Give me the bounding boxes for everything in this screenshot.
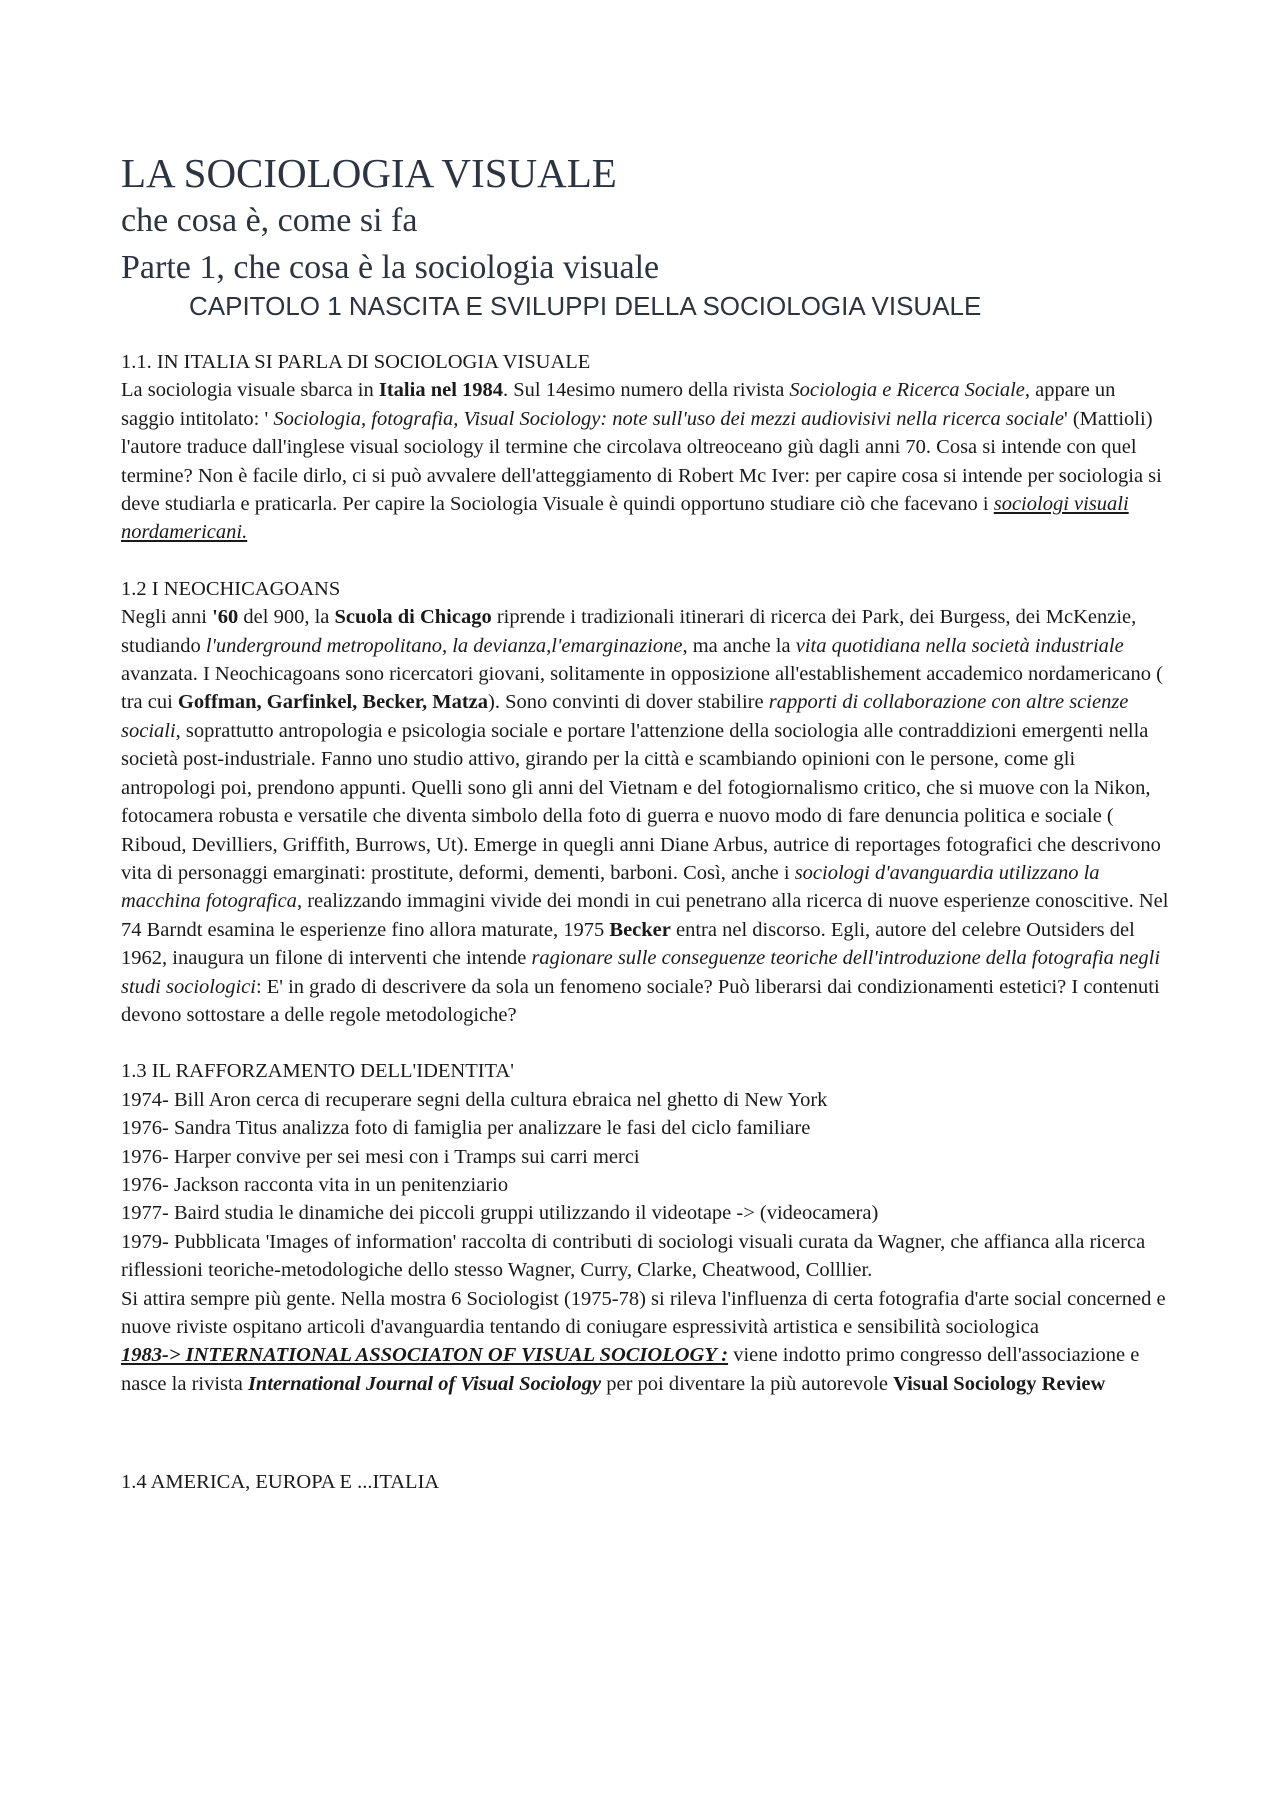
timeline-item: 1977- Baird studia le dinamiche dei piccoli gruppi utilizzando il videotape -> (videocamera) xyxy=(121,1202,879,1225)
text-run: riprende i tradizionali itinerari di ricerca dei Park, dei Burgess, dei McKenzie, studiando xyxy=(121,606,1137,657)
document-title: LA SOCIOLOGIA VISUALE xyxy=(121,150,617,196)
bold-text: Scuola di Chicago xyxy=(334,606,492,629)
timeline-item: 1976- Harper convive per sei mesi con i Tramps sui carri merci xyxy=(121,1145,640,1168)
section-2-paragraph xyxy=(121,603,1171,1029)
document-subtitle: che cosa è, come si fa xyxy=(121,202,418,239)
bold-text: Becker xyxy=(609,918,671,941)
italic-text: l'underground metropolitano, la devianza,l'emarginazione xyxy=(205,634,683,657)
section-3 xyxy=(121,1057,1171,1398)
part-heading: Parte 1, che cosa è la sociologia visuale xyxy=(121,249,660,286)
section-3-heading: 1.3 IL RAFFORZAMENTO DELL'IDENTITA' xyxy=(121,1060,514,1083)
bold-text: Italia nel 1984 xyxy=(378,379,504,402)
association-paragraph xyxy=(121,1341,1171,1398)
bold-italic-text: International Journal of Visual Sociology xyxy=(247,1372,602,1395)
text-run: , realizzando immagini vivide dei mondi in cui penetrano alla ricerca di nuove esperienze conoscitive. Nel 74 Barndt esamina le esperienze fino allora maturate, 1975 xyxy=(121,890,1169,941)
text-run: ' (Mattioli) l'autore traduce dall'inglese visual sociology il termine che circolava oltreoceano giù dagli anni 70. Cosa si intende con quel termine? Non è facile dirlo, ci si può avvalere dell'atteggiamento di Robert Mc Iver: per capire cosa si intende per sociologia si deve studiarla e praticarla. Per capire la Sociologia Visuale è quindi opportuno studiare ciò che facevano i xyxy=(121,407,1162,516)
section-4 xyxy=(121,1468,1171,1496)
timeline-item: 1976- Sandra Titus analizza foto di famiglia per analizzare le fasi del ciclo familiare xyxy=(121,1117,811,1140)
timeline-item: 1974- Bill Aron cerca di recuperare segni della cultura ebraica nel ghetto di New York xyxy=(121,1088,828,1111)
italic-text: rapporti di collaborazione con altre scienze sociali xyxy=(121,691,1129,742)
section-1 xyxy=(121,348,1171,547)
document-page xyxy=(121,150,1171,1497)
text-run: entra nel discorso. Egli, autore del celebre Outsiders del 1962, inaugura un filone di interventi che intende xyxy=(121,918,1135,970)
italic-text: Sociologia, fotografia, Visual Sociology: note sull'uso dei mezzi audiovisivi nella ricerca sociale xyxy=(273,407,1064,430)
italic-text: sociologi d'avanguardia utilizzano la macchina fotografica xyxy=(121,861,1100,913)
bold-text: '60 xyxy=(212,606,239,629)
section-4-heading: 1.4 AMERICA, EUROPA E ...ITALIA xyxy=(121,1471,440,1494)
italic-text: ragionare sulle conseguenze teoriche dell'introduzione della fotografia negli studi sociologici xyxy=(121,947,1161,998)
section-1-paragraph xyxy=(121,376,1171,546)
text-run: Negli anni xyxy=(121,606,213,629)
bold-text: Goffman, Garfinkel, Becker, Matza xyxy=(177,691,489,714)
text-run: ). Sono convinti di dover stabilire xyxy=(488,691,769,714)
text-run: per poi diventare la più autorevole xyxy=(601,1372,894,1395)
bold-text: Visual Sociology Review xyxy=(893,1372,1106,1395)
text-run: viene indotto primo congresso dell'associazione e nasce la rivista xyxy=(121,1344,1140,1395)
italic-text: Sociologia e Ricerca Sociale xyxy=(789,379,1025,402)
text-run: , appare un saggio intitolato: ' xyxy=(121,379,1116,430)
text-run: . Sul 14esimo numero della rivista xyxy=(503,379,790,402)
timeline-item: 1976- Jackson racconta vita in un penitenziario xyxy=(121,1173,509,1196)
section-1-heading: 1.1. IN ITALIA SI PARLA DI SOCIOLOGIA VISUALE xyxy=(121,351,591,373)
section-3-paragraph: Si attira sempre più gente. Nella mostra 6 Sociologist (1975-78) si rileva l'influenza di certa fotografia d'arte social concerned e nuove riviste ospitano articoli d'avanguardia tentando di coniugare espressività artistica e sensibilità sociologica xyxy=(121,1287,1166,1338)
bold-italic-underlined-text: 1983-> INTERNATIONAL ASSOCIATON OF VISUAL SOCIOLOGY : xyxy=(121,1344,729,1367)
text-run: : E' in grado di descrivere da sola un fenomeno sociale? Può liberarsi dai condizionamenti estetici? I contenuti devono sottostare a delle regole metodologiche? xyxy=(121,975,1160,1026)
text-run: avanzata. I Neochicagoans sono ricercatori giovani, solitamente in opposizione all'establishement accademico nordamericano ( tra cui xyxy=(121,663,1163,714)
text-run: , ma anche la xyxy=(682,634,796,657)
text-run: del 900, la xyxy=(238,606,335,629)
italic-text: vita quotidiana nella società industriale xyxy=(795,634,1124,657)
timeline-item: 1979- Pubblicata 'Images of information' raccolta di contributi di sociologi visuali curata da Wagner, che affianca alla ricerca riflessioni teoriche-metodologiche dello stesso Wagner, Curry, Clarke, Cheatwood, Colllier. xyxy=(121,1230,1146,1282)
chapter-heading: CAPITOLO 1 NASCITA E SVILUPPI DELLA SOCIOLOGIA VISUALE xyxy=(189,291,982,321)
underlined-italic-text: sociologi visuali nordamericani. xyxy=(121,493,1129,544)
text-run: La sociologia visuale sbarca in xyxy=(121,379,379,402)
text-run: , soprattutto antropologia e psicologia sociale e portare l'attenzione della sociologia alle contraddizioni emergenti nella società post-industriale. Fanno uno studio attivo, girando per la città e scambiando opinioni con le persone, come gli antropologi poi, prendono appunti. Quelli sono gli anni del Vietnam e del fotogiornalismo critico, che si muove con la Nikon, fotocamera robusta e versatile che diventa simbolo della foto di guerra e nuovo modo di fare denuncia politica e sociale ( Riboud, Devilliers, Griffith, Burrows, Ut). Emerge in quegli anni Diane Arbus, autrice di reportages fotografici che descrivono vita di personaggi emarginati: prostitute, deformi, dementi, barboni. Così, anche i xyxy=(121,719,1161,884)
section-2 xyxy=(121,575,1171,1030)
section-2-heading: 1.2 I NEOCHICAGOANS xyxy=(121,577,341,600)
